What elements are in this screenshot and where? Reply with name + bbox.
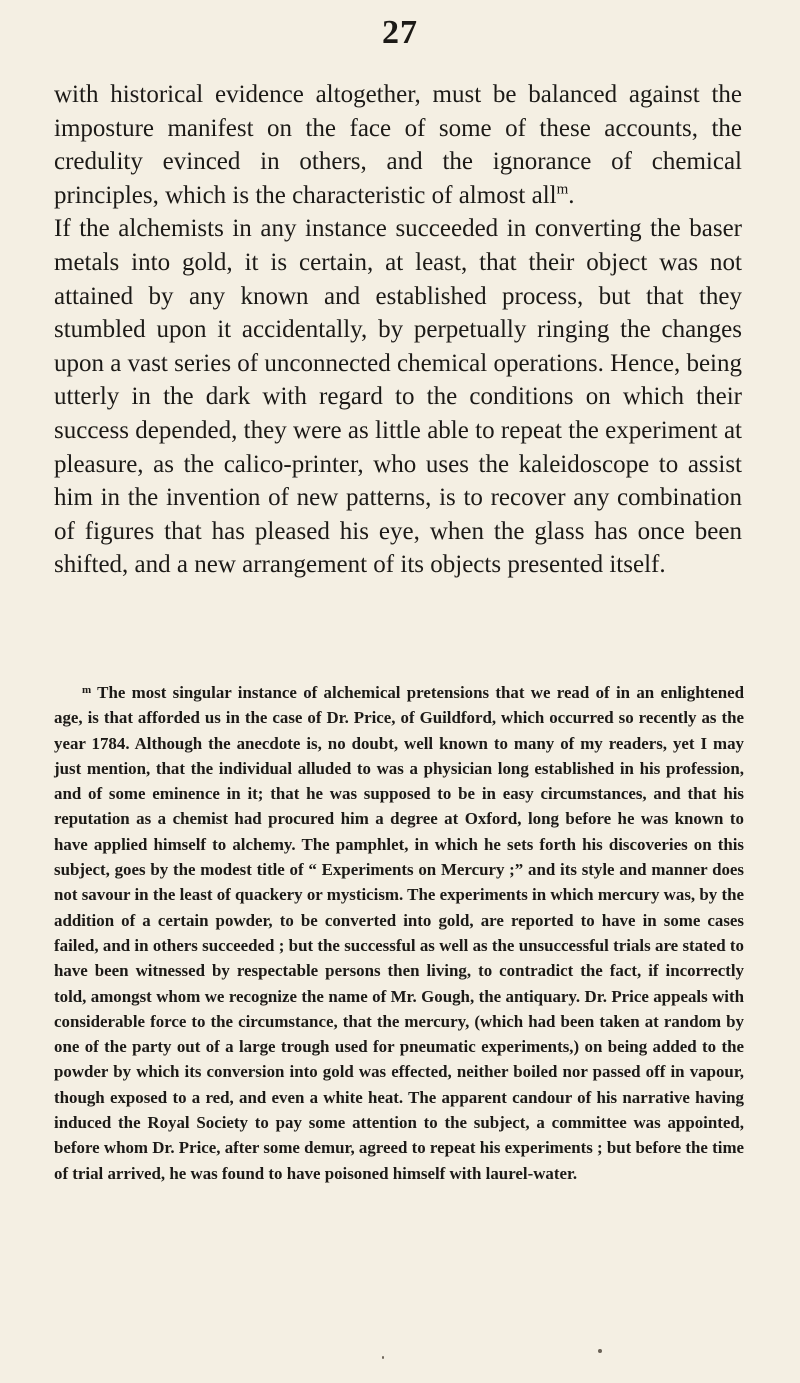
paragraph-1 — [54, 78, 742, 212]
footnote — [54, 678, 744, 1186]
paragraph-2: If the alchemists in any instance succeeded in converting the baser metals into gold, it is certain, at least, that their object was not attained by any known and established process, but that they stumbled upon it accidentally, by perpetually ringing the changes upon a vast series of unconnected chemical operations. Hence, being utterly in the dark with regard to the conditions on which their success depended, they were as little able to repeat the experiment at pleasure, as the calico-printer, who uses the kaleidoscope to assist him in the invention of new patterns, is to recover any combination of figures that has pleased his eye, when the glass has once been shifted, and a new arrangement of its objects presented itself. — [54, 215, 742, 579]
footnote-text: The most singular instance of alchemical pretensions that we read of in an enlightened age, is that afforded us in the case of Dr. Price, of Guildford, which occurred so recently as the year 1784. Although the anecdote is, no doubt, well known to many of my readers, yet I may just mention, that the individual alluded to was a physician long established in his profession, and of some eminence in it; that he was supposed to be in easy circumstances, and that his reputation as a chemist had procured him a degree at Oxford, long before he was known to have applied himself to alchemy. The pamphlet, in which he sets forth his discoveries on this subject, goes by the modest title of “ Experiments on Mercury ;” and its style and manner does not savour in the least of quackery or mysticism. The experiments in which mercury was, by the addition of a certain powder, to be converted into gold, are reported to have in some cases failed, and in others succeeded ; but the successful as well as the unsuccessful trials are stated to have been witnessed by respectable persons then living, to contradict the fact, if incorrectly told, amongst whom we recognize the name of Mr. Gough, the antiquary. Dr. Price appeals with considerable force to the circumstance, that the mercury, (which had been taken at random by one of the party out of a large trough used for pneumatic experiments,) on being added to the powder by which its conversion into gold was effected, neither boiled nor passed off in vapour, though exposed to a red, and even a white heat. The apparent candour of his narrative having induced the Royal Society to pay some attention to the subject, a committee was appointed, before whom Dr. Price, after some demur, agreed to repeat his experiments ; but before the time of trial arrived, he was found to have poisoned himself with laurel-water. — [54, 683, 745, 1183]
footnote-reference: m — [556, 181, 569, 198]
paragraph-1-end: . — [568, 181, 575, 209]
footnote-marker: m — [82, 684, 92, 696]
paper-speck — [382, 1356, 384, 1359]
main-text — [54, 78, 742, 582]
paper-speck — [598, 1349, 602, 1353]
paragraph-1-text: with historical evidence altogether, must be balanced against the imposture manifest on the face of some of these accounts, the credulity evinced in others, and the ignorance of chemical principles, which is the characteristic of almost all — [54, 81, 742, 209]
page-number: 27 — [382, 14, 418, 51]
footnote-paragraph — [54, 678, 744, 1186]
